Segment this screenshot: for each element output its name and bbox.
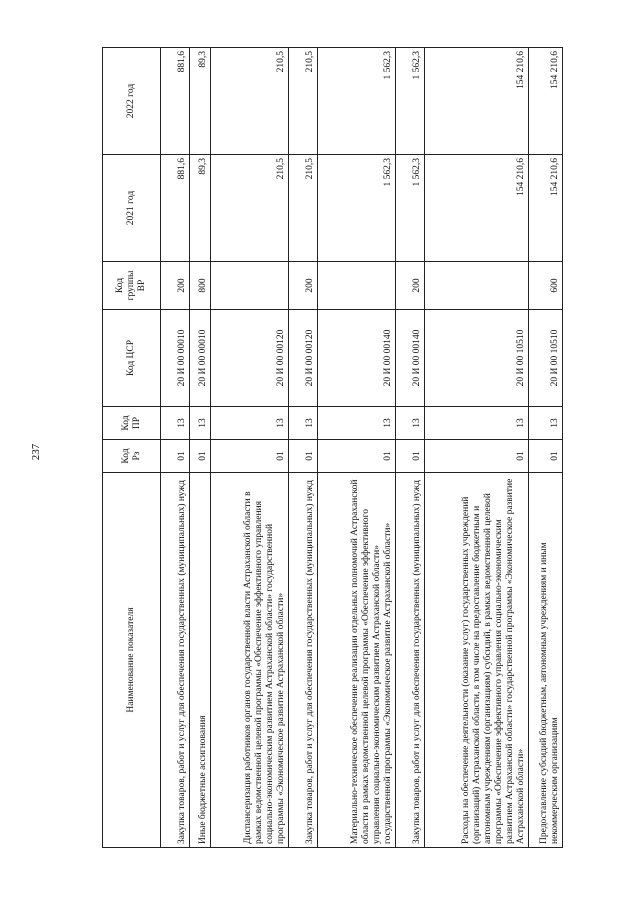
row-vr: 800 [190,262,211,310]
row-vr: 200 [161,262,190,310]
row-2021: 1 562,3 [396,155,425,262]
row-name: Закупка товаров, работ и услуг для обеспечения государственных (муниципальных) нужд [289,473,318,848]
row-2021: 210,5 [289,155,318,262]
row-pr: 13 [289,407,318,440]
row-2021: 210,5 [211,155,289,262]
row-2022: 89,3 [190,48,211,155]
row-name: Закупка товаров, работ и услуг для обеспечения государственных (муниципальных) нужд [161,473,190,848]
row-csr: 20 И 00 00010 [190,310,211,407]
row-name: Предоставление субсидий бюджетным, автономным учреждениям и иным некоммерческим организациям [529,473,563,848]
row-pr: 13 [529,407,563,440]
row-vr: 200 [289,262,318,310]
row-pr: 13 [318,407,396,440]
row-vr: 200 [396,262,425,310]
row-vr [425,262,529,310]
page-number: 237 [30,443,42,461]
row-csr: 20 И 00 00120 [289,310,318,407]
row-2021: 1 562,3 [318,155,396,262]
row-rz: 01 [161,440,190,473]
row-vr [318,262,396,310]
row-name: Материально-техническое обеспечение реализации отдельных полномочий Астраханской области в рамках ведомственной целевой программы «Обеспечение эффективного управления социально-экономическим развитием Астраханской области» государственной программы «Экономическое развитие Астраханской области» [318,473,396,848]
header-vr: Код группы ВР [103,262,161,310]
row-name: Закупка товаров, работ и услуг для обеспечения государственных (муниципальных) нужд [396,473,425,848]
row-pr: 13 [161,407,190,440]
table-row [211,48,289,848]
table-row [190,48,211,848]
row-2022: 881,6 [161,48,190,155]
table-row [396,48,425,848]
row-csr: 20 И 00 00120 [211,310,289,407]
row-rz: 01 [211,440,289,473]
row-rz: 01 [190,440,211,473]
row-name: Иные бюджетные ассигнования [190,473,211,848]
row-rz: 01 [529,440,563,473]
header-rz: Код Рз [103,440,161,473]
row-2021: 881,6 [161,155,190,262]
header-2021: 2021 год [103,155,161,262]
row-name: Расходы на обеспечение деятельности (оказание услуг) государственных учреждений (организаций) Астраханской области, в том числе на предоставление бюджетным и автономным учреждениям (организациям) субсидий, в рамках ведомственной целевой программы «Обеспечение эффективного управления социально-экономическим развитием Астраханской области» государственной программы «Экономическое развитие Астраханской области» [425,473,529,848]
row-2022: 154 210,6 [529,48,563,155]
row-rz: 01 [289,440,318,473]
row-2022: 210,5 [211,48,289,155]
table-row [161,48,190,848]
row-name: Диспансеризация работников органов государственной власти Астраханской области в рамках ведомственной целевой программы «Обеспечение эффективного управления социально-экономическим развитием Астраханской области» государственной программы «Экономическое развитие Астраханской области» [211,473,289,848]
row-2022: 1 562,3 [318,48,396,155]
row-vr [211,262,289,310]
row-csr: 20 И 00 10510 [425,310,529,407]
row-rz: 01 [425,440,529,473]
row-vr: 600 [529,262,563,310]
header-2022: 2022 год [103,48,161,155]
budget-table [102,47,563,848]
row-rz: 01 [396,440,425,473]
row-csr: 20 И 00 10510 [529,310,563,407]
row-pr: 13 [396,407,425,440]
row-2022: 210,5 [289,48,318,155]
row-rz: 01 [318,440,396,473]
header-name: Наименование показателя [103,473,161,848]
table-row [425,48,529,848]
header-pr: Код ПР [103,407,161,440]
table-row [318,48,396,848]
row-2021: 154 210,6 [529,155,563,262]
row-pr: 13 [190,407,211,440]
row-csr: 20 И 00 00010 [161,310,190,407]
row-2021: 89,3 [190,155,211,262]
row-2021: 154 210,6 [425,155,529,262]
table-row [529,48,563,848]
row-pr: 13 [425,407,529,440]
row-csr: 20 И 00 00140 [396,310,425,407]
row-csr: 20 И 00 00140 [318,310,396,407]
table-header-row [103,48,161,848]
row-2022: 154 210,6 [425,48,529,155]
budget-table-container [102,48,562,848]
table-row [289,48,318,848]
row-2022: 1 562,3 [396,48,425,155]
header-csr: Код ЦСР [103,310,161,407]
row-pr: 13 [211,407,289,440]
